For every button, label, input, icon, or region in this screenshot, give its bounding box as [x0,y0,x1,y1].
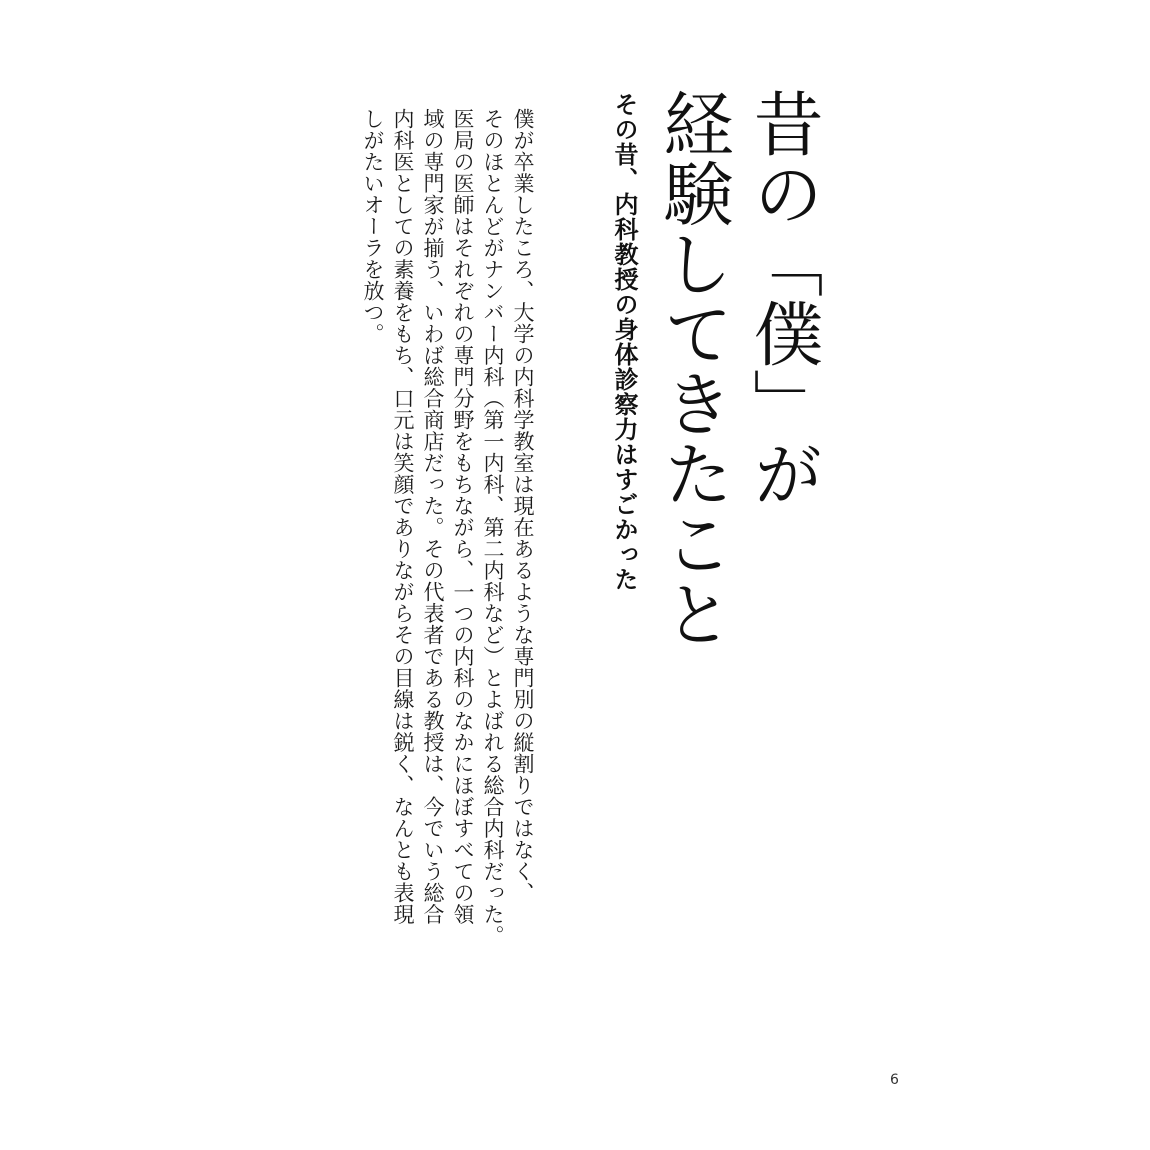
chapter-title-line-2: 経験してきたこと [652,88,734,648]
chapter-title [648,88,828,648]
body-line-1: 僕が卒業したころ、大学の内科学教室は現在あるような専門別の縦割りではなく、 [511,108,535,904]
body-line-3: 医局の医師はそれぞれの専門分野をもちながら、一つの内科のなかにほぼすべての領 [451,108,475,925]
body-line-4: 域の専門家が揃う、いわば総合商店だった。その代表者である教授は、今でいう総合 [421,108,445,925]
page-number: 6 [890,1072,899,1088]
section-heading: その昔、内科教授の身体診察力はすごかった [610,92,638,592]
body-line-6: しがたいオーラを放つ。 [361,108,385,345]
chapter-title-line-1: 昔の「僕」が [742,88,824,508]
body-line-2: そのほとんどがナンバー内科（第一内科、第二内科など）とよばれる総合内科だった。 [481,108,505,947]
body-line-5: 内科医としての素養をもち、口元は笑顔でありながらその目線は鋭く、なんとも表現 [391,108,415,925]
body-paragraph [358,108,538,968]
